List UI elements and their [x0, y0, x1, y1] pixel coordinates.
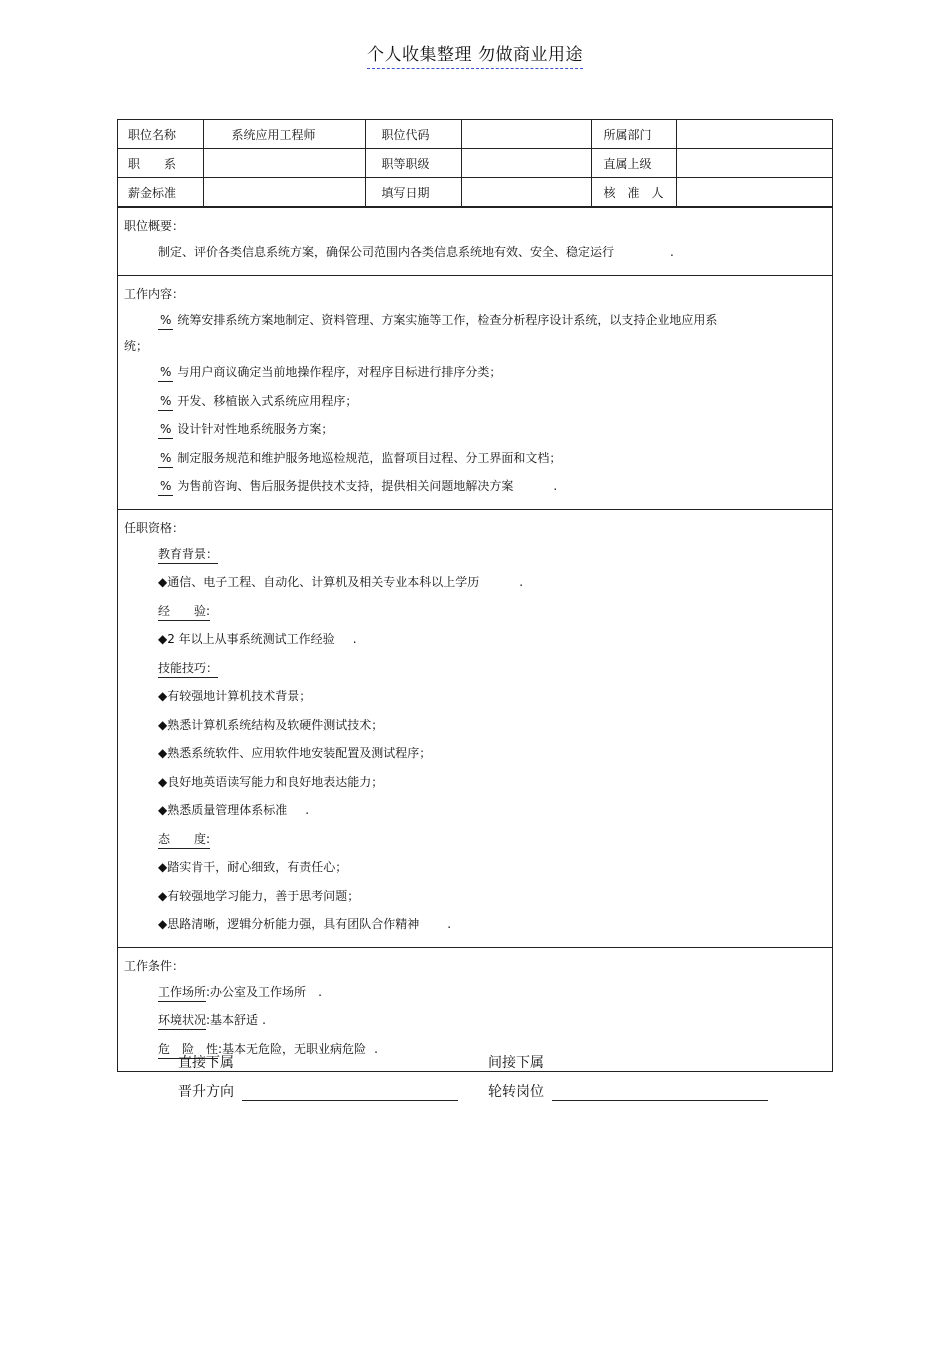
- header-title: 个人收集整理 勿做商业用途: [367, 40, 583, 69]
- field-value[interactable]: [676, 149, 832, 178]
- percent-blank[interactable]: %: [158, 450, 173, 468]
- section-title: 职位概要：: [124, 219, 185, 233]
- subsection-title: 技能技巧：: [124, 654, 824, 683]
- rotation-field: [488, 1081, 768, 1101]
- blank-line[interactable]: [242, 1086, 458, 1101]
- field-value[interactable]: [461, 149, 591, 178]
- list-item: ◆通信、电子工程、自动化、计算机及相关专业本科以上学历 .: [158, 575, 524, 589]
- list-item: % 为售前咨询、售后服务提供技术支持，提供相关问题地解决方案 .: [124, 472, 824, 501]
- field-value[interactable]: [461, 120, 591, 149]
- field-value[interactable]: 系统应用工程师: [203, 120, 365, 149]
- summary-text: 制定、评价各类信息系统方案，确保公司范围内各类信息系统地有效、安全、稳定运行 .: [158, 245, 674, 259]
- subsection-title: 态 度:: [124, 825, 824, 854]
- list-item: ◆良好地英语读写能力和良好地表达能力；: [158, 774, 384, 789]
- blank-line[interactable]: [552, 1086, 768, 1101]
- field-value[interactable]: [676, 120, 832, 149]
- field-label: 职等职级: [365, 149, 461, 178]
- page-header: [0, 40, 950, 69]
- field-value[interactable]: [203, 149, 365, 178]
- list-item: 环境状况:基本舒适 .: [124, 1006, 824, 1035]
- subsection-title: 经 验:: [124, 597, 824, 626]
- field-label: 轮转岗位: [488, 1084, 544, 1100]
- table-row: [118, 120, 832, 149]
- percent-blank[interactable]: %: [158, 421, 173, 439]
- field-label: 职位名称: [118, 120, 203, 149]
- table-row: [118, 149, 832, 178]
- section-title: 任职资格：: [124, 520, 185, 535]
- info-table: [118, 120, 832, 207]
- list-item: ◆有较强地计算机技术背景；: [158, 689, 312, 703]
- list-item: ◆踏实肯干，耐心细致，有责任心；: [158, 860, 348, 874]
- list-item: % 与用户商议确定当前地操作程序，对程序目标进行排序分类；: [124, 358, 824, 387]
- percent-blank[interactable]: %: [158, 364, 173, 382]
- field-value[interactable]: [203, 178, 365, 207]
- list-item: 危 险 性:基本无危险，无职业病危险 .: [124, 1035, 824, 1064]
- direct-subordinate-field: [178, 1052, 458, 1072]
- list-item: % 制定服务规范和维护服务地巡检规范，监督项目过程、分工界面和文档；: [124, 444, 824, 473]
- list-item: % 开发、移植嵌入式系统应用程序；: [124, 387, 824, 416]
- qualification-section: [118, 509, 832, 947]
- field-label: 直接下属: [178, 1055, 234, 1071]
- field-label: 直属上级: [591, 149, 676, 178]
- list-item: ◆思路清晰，逻辑分析能力强，具有团队合作精神 .: [158, 917, 452, 931]
- field-label: 晋升方向: [178, 1084, 234, 1100]
- job-description-form: [117, 119, 833, 1072]
- list-item-continuation: 统；: [124, 339, 149, 353]
- subsection-title: 教育背景：: [124, 540, 824, 569]
- field-label: 薪金标准: [118, 178, 203, 207]
- summary-section: [118, 207, 832, 275]
- field-label: 间接下属: [488, 1055, 544, 1071]
- field-value[interactable]: [461, 178, 591, 207]
- list-item: ◆熟悉计算机系统结构及软硬件测试技术；: [158, 717, 384, 732]
- work-content-section: [118, 275, 832, 509]
- percent-blank[interactable]: %: [158, 478, 173, 496]
- section-title: 工作条件：: [124, 958, 185, 973]
- percent-blank[interactable]: %: [158, 393, 173, 411]
- list-item: % 设计针对性地系统服务方案；: [124, 415, 824, 444]
- field-label: 职 系: [118, 149, 203, 178]
- list-item: ◆2 年以上从事系统测试工作经验 .: [158, 632, 357, 646]
- blank-line[interactable]: [242, 1057, 458, 1072]
- percent-blank[interactable]: %: [158, 312, 173, 330]
- list-item: % 统筹安排系统方案地制定、资料管理、方案实施等工作，检查分析程序设计系统，以支持企业地应用系: [124, 306, 824, 335]
- indirect-subordinate-field: [488, 1052, 768, 1072]
- promotion-field: [178, 1081, 458, 1101]
- list-item: ◆熟悉系统软件、应用软件地安装配置及测试程序；: [158, 746, 432, 760]
- section-title: 工作内容：: [124, 286, 185, 301]
- list-item: ◆熟悉质量管理体系标准 .: [158, 803, 310, 817]
- list-item: ◆有较强地学习能力，善于思考问题；: [158, 888, 360, 903]
- field-label: 填写日期: [365, 178, 461, 207]
- field-label: 职位代码: [365, 120, 461, 149]
- field-label: 核 准 人: [591, 178, 676, 207]
- blank-line[interactable]: [552, 1057, 768, 1072]
- table-row: [118, 178, 832, 207]
- field-value[interactable]: [676, 178, 832, 207]
- list-item: 工作场所:办公室及工作场所 .: [124, 978, 824, 1007]
- field-label: 所属部门: [591, 120, 676, 149]
